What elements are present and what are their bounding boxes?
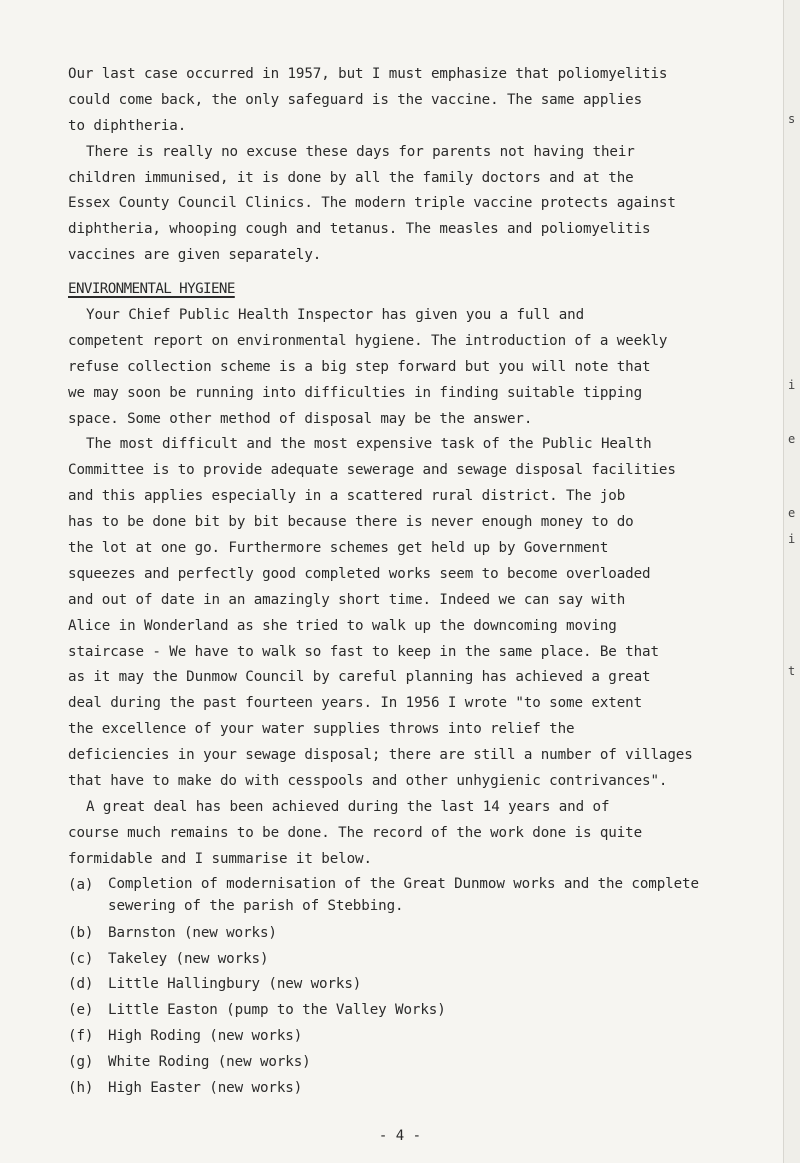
list-text: Barnston (new works) [108, 924, 277, 941]
text-line: A great deal has been achieved during the last 14 years and of [86, 798, 610, 815]
text-line: and this applies especially in a scattered rural district. The job [68, 488, 626, 505]
text-line: Alice in Wonderland as she tried to walk up the downcoming moving [68, 617, 617, 634]
list-marker: (e) [68, 1002, 94, 1019]
list-item [68, 947, 768, 973]
paragraph-sewerage [68, 432, 768, 794]
text-line: has to be done bit by bit because there is never enough money to do [68, 514, 634, 531]
text-line: refuse collection scheme is a big step forward but you will note that [68, 358, 651, 375]
text-line: that have to make do with cesspools and other unhygienic contrivances". [68, 773, 668, 790]
section-heading: ENVIRONMENTAL HYGIENE [68, 281, 235, 298]
list-marker: (b) [68, 924, 94, 941]
text-line: squeezes and perfectly good completed works seem to become overloaded [68, 565, 651, 582]
edge-mark: i [788, 532, 796, 546]
list-marker: (h) [68, 1079, 94, 1096]
edge-mark: e [788, 432, 796, 446]
text-line: Essex County Council Clinics. The modern triple vaccine protects against [68, 195, 676, 212]
text-line: formidable and I summarise it below. [68, 850, 372, 867]
list-text: Little Easton (pump to the Valley Works) [108, 1002, 446, 1019]
edge-mark: i [788, 378, 796, 392]
text-line: deal during the past fourteen years. In 1956 I wrote "to some extent [68, 695, 643, 712]
text-line: Your Chief Public Health Inspector has given you a full and [86, 307, 585, 324]
paragraph-polio [68, 62, 768, 140]
text-line: diphtheria, whooping cough and tetanus. The measles and poliomyelitis [68, 221, 651, 238]
list-item [68, 921, 768, 947]
document-page [68, 62, 768, 1102]
list-marker: (g) [68, 1054, 94, 1071]
list-text: Little Hallingbury (new works) [108, 976, 362, 993]
text-line: staircase - We have to walk so fast to keep in the same place. Be that [68, 643, 659, 660]
text-line: deficiencies in your sewage disposal; there are still a number of villages [68, 747, 693, 764]
list-item [68, 1024, 768, 1050]
paragraph-summary [68, 795, 768, 873]
list-marker: (a) [68, 876, 94, 893]
list-text: High Easter (new works) [108, 1079, 303, 1096]
list-text: Completion of modernisation of the Great Dunmow works and the complete sewering of the parish of Stebbing. [108, 875, 699, 914]
list-marker: (d) [68, 976, 94, 993]
list-text: Takeley (new works) [108, 950, 269, 967]
text-line: to diphtheria. [68, 117, 187, 134]
text-line: Our last case occurred in 1957, but I must emphasize that poliomyelitis [68, 66, 668, 82]
edge-mark: e [788, 506, 796, 520]
text-line: Committee is to provide adequate sewerage and sewage disposal facilities [68, 462, 676, 479]
paragraph-environmental [68, 303, 768, 432]
list-text: High Roding (new works) [108, 1028, 303, 1045]
text-line: the lot at one go. Furthermore schemes get held up by Government [68, 540, 609, 557]
text-line: as it may the Dunmow Council by careful planning has achieved a great [68, 669, 651, 686]
list-item [68, 873, 768, 917]
list-text: White Roding (new works) [108, 1054, 311, 1071]
list-item [68, 1050, 768, 1076]
page-number: - 4 - [378, 1128, 422, 1144]
edge-mark: t [788, 664, 796, 678]
edge-mark: s [788, 112, 796, 126]
list-marker: (f) [68, 1028, 94, 1045]
list-item [68, 1076, 768, 1102]
text-line: and out of date in an amazingly short time. Indeed we can say with [68, 591, 626, 608]
text-line: competent report on environmental hygiene. The introduction of a weekly [68, 332, 668, 349]
facing-page-edge [783, 0, 800, 1163]
text-line: could come back, the only safeguard is the vaccine. The same applies [68, 91, 643, 108]
text-line: There is really no excuse these days for parents not having their [86, 143, 635, 160]
text-line: vaccines are given separately. [68, 247, 322, 264]
text-line: space. Some other method of disposal may be the answer. [68, 410, 533, 427]
list-item [68, 998, 768, 1024]
works-list [68, 873, 768, 1102]
text-line: children immunised, it is done by all the family doctors and at the [68, 169, 634, 186]
text-line: course much remains to be done. The record of the work done is quite [68, 824, 643, 841]
paragraph-immunisation [68, 140, 768, 269]
text-line: the excellence of your water supplies throws into relief the [68, 721, 575, 738]
text-line: The most difficult and the most expensive task of the Public Health [86, 436, 652, 453]
text-line: we may soon be running into difficulties in finding suitable tipping [68, 384, 643, 401]
list-item [68, 972, 768, 998]
list-marker: (c) [68, 950, 94, 967]
